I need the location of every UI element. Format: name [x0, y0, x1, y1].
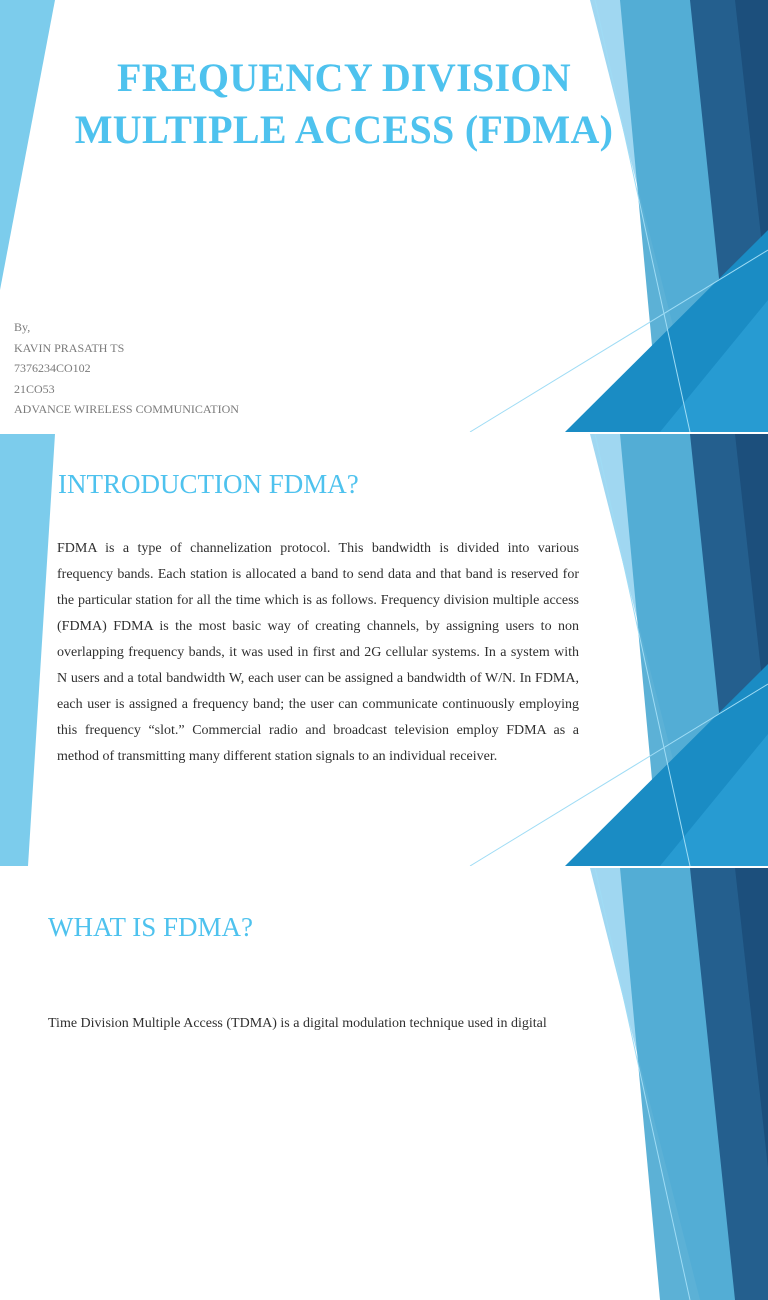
slide-heading: WHAT IS FDMA?	[48, 912, 254, 942]
title-slide	[0, 0, 768, 432]
what-is-fdma-slide	[0, 868, 768, 1300]
author-id: 7376234CO102	[14, 361, 91, 375]
slide-heading: INTRODUCTION FDMA?	[58, 469, 359, 499]
slide-body-text: FDMA is a type of channelization protocol. This bandwidth is divided into various frequency bands. Each station is allocated a band to send data and that band is reserved for the particular station for all the time which is as follows. Frequency division multiple access (FDMA) FDMA is the most basic way of creating channels, by assigning users to non overlapping frequency bands, it was used in first and 2G cellular systems. In a system with N users and a total bandwidth W, each user can be assigned a bandwidth of W/N. In FDMA, each user is assigned a frequency band; the user can communicate continuously employing this frequency “slot.” Commercial radio and broadcast television employ FDMA as a method of transmitting many different station signals to an individual receiver.	[57, 541, 579, 764]
byline-label: By,	[14, 320, 31, 334]
slide-body-text: Time Division Multiple Access (TDMA) is a digital modulation technique used in digital	[48, 1016, 547, 1031]
introduction-slide	[0, 434, 768, 866]
course-name: ADVANCE WIRELESS COMMUNICATION	[14, 402, 239, 416]
course-code: 21CO53	[14, 381, 55, 396]
author-info	[14, 317, 239, 420]
presentation-title: FREQUENCY DIVISION MULTIPLE ACCESS (FDMA)	[74, 55, 614, 152]
author-name: KAVIN PRASATH TS	[14, 340, 125, 355]
